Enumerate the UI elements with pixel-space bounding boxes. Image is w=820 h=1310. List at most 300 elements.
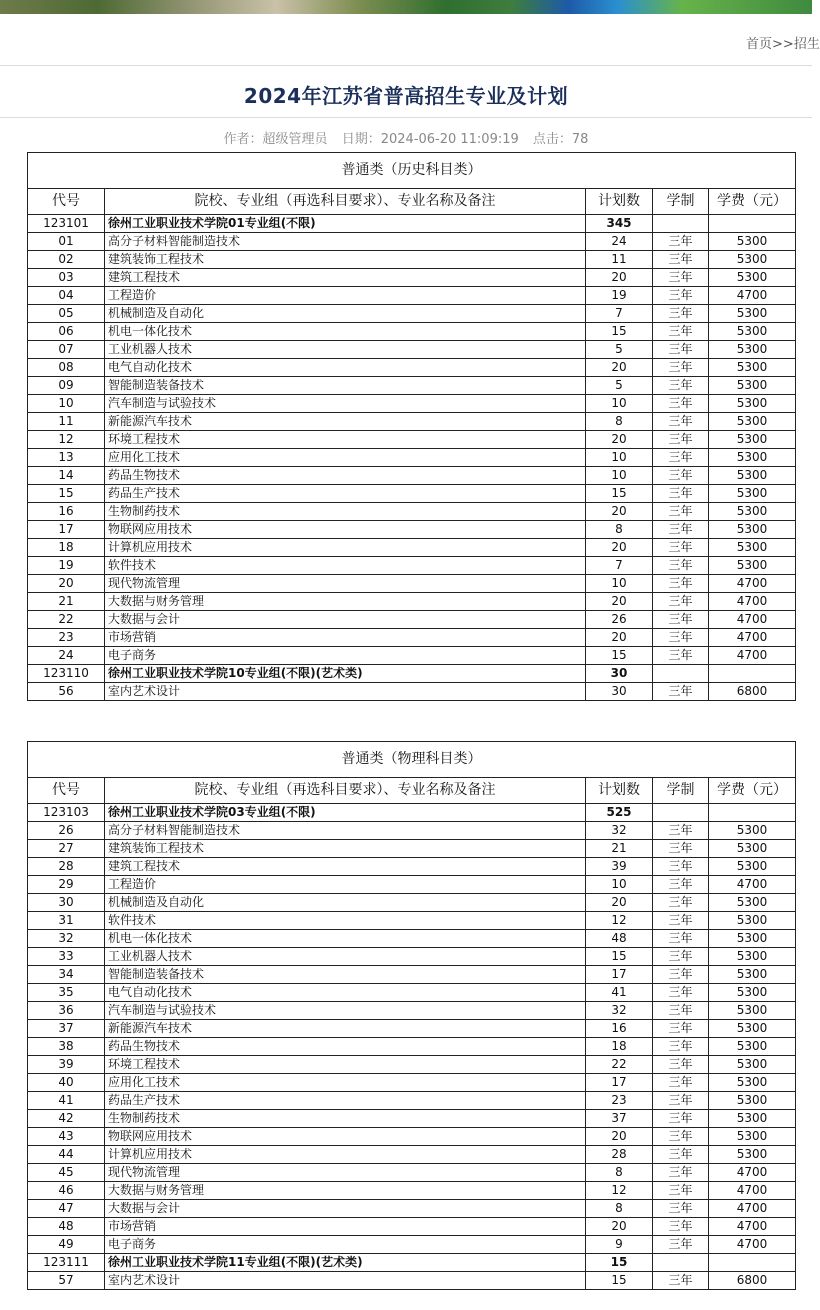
col-header-years: 学制 (653, 778, 709, 804)
fee-cell: 4700 (709, 1200, 796, 1218)
plan-count-cell: 17 (586, 966, 653, 984)
table-row (28, 557, 796, 575)
plan-count-cell: 20 (586, 1128, 653, 1146)
table-caption-row (28, 153, 796, 189)
table-row (28, 822, 796, 840)
plan-count-cell: 18 (586, 1038, 653, 1056)
fee-cell: 5300 (709, 251, 796, 269)
plan-count-cell: 20 (586, 269, 653, 287)
code-cell: 56 (28, 683, 105, 701)
fee-cell: 6800 (709, 683, 796, 701)
table-row (28, 269, 796, 287)
years-cell: 三年 (653, 912, 709, 930)
plan-count-cell: 15 (586, 647, 653, 665)
table-row (28, 287, 796, 305)
code-cell: 33 (28, 948, 105, 966)
years-cell: 三年 (653, 251, 709, 269)
code-cell: 07 (28, 341, 105, 359)
code-cell: 08 (28, 359, 105, 377)
fee-cell (709, 804, 796, 822)
years-cell: 三年 (653, 966, 709, 984)
years-cell: 三年 (653, 1074, 709, 1092)
plan-count-cell: 11 (586, 251, 653, 269)
code-cell: 14 (28, 467, 105, 485)
plan-count-cell: 16 (586, 1020, 653, 1038)
plan-count-cell: 22 (586, 1056, 653, 1074)
major-name-cell: 现代物流管理 (105, 575, 586, 593)
fee-cell: 5300 (709, 1020, 796, 1038)
group-name-cell: 徐州工业职业技术学院11专业组(不限)(艺术类) (105, 1254, 586, 1272)
table-row (28, 395, 796, 413)
years-cell: 三年 (653, 1146, 709, 1164)
table-row (28, 840, 796, 858)
table-row (28, 894, 796, 912)
col-header-name: 院校、专业组（再选科目要求）、专业名称及备注 (105, 189, 586, 215)
plan-count-cell: 24 (586, 233, 653, 251)
years-cell: 三年 (653, 287, 709, 305)
code-cell: 01 (28, 233, 105, 251)
major-name-cell: 环境工程技术 (105, 431, 586, 449)
table-caption: 普通类（物理科目类） (28, 742, 796, 778)
plan-count-cell: 8 (586, 1164, 653, 1182)
table-row (28, 233, 796, 251)
code-cell: 17 (28, 521, 105, 539)
code-cell: 09 (28, 377, 105, 395)
major-name-cell: 建筑工程技术 (105, 269, 586, 287)
fee-cell: 5300 (709, 1128, 796, 1146)
plan-count-cell: 7 (586, 305, 653, 323)
code-cell: 30 (28, 894, 105, 912)
code-cell: 11 (28, 413, 105, 431)
major-name-cell: 电气自动化技术 (105, 359, 586, 377)
plan-count-cell: 20 (586, 539, 653, 557)
plan-count-cell: 10 (586, 395, 653, 413)
fee-cell: 5300 (709, 539, 796, 557)
code-cell: 123110 (28, 665, 105, 683)
fee-cell: 5300 (709, 341, 796, 359)
code-cell: 12 (28, 431, 105, 449)
code-cell: 20 (28, 575, 105, 593)
years-cell: 三年 (653, 413, 709, 431)
fee-cell: 5300 (709, 557, 796, 575)
major-name-cell: 机械制造及自动化 (105, 305, 586, 323)
years-cell: 三年 (653, 629, 709, 647)
code-cell: 02 (28, 251, 105, 269)
col-header-fee: 学费（元） (709, 189, 796, 215)
years-cell: 三年 (653, 323, 709, 341)
code-cell: 19 (28, 557, 105, 575)
table-row (28, 629, 796, 647)
header-banner-image (0, 0, 812, 14)
fee-cell: 4700 (709, 647, 796, 665)
years-cell: 三年 (653, 840, 709, 858)
major-name-cell: 应用化工技术 (105, 1074, 586, 1092)
years-cell: 三年 (653, 948, 709, 966)
code-cell: 26 (28, 822, 105, 840)
years-cell: 三年 (653, 485, 709, 503)
plan-count-cell: 37 (586, 1110, 653, 1128)
major-name-cell: 药品生产技术 (105, 1092, 586, 1110)
years-cell (653, 1254, 709, 1272)
fee-cell: 4700 (709, 1182, 796, 1200)
table-row (28, 1038, 796, 1056)
breadcrumb-current-link[interactable]: 招生 (793, 37, 820, 52)
fee-cell: 5300 (709, 431, 796, 449)
plan-count-cell: 28 (586, 1146, 653, 1164)
plan-count-cell: 20 (586, 1218, 653, 1236)
major-name-cell: 生物制药技术 (105, 503, 586, 521)
table-row (28, 1182, 796, 1200)
enrollment-table-physics (27, 741, 796, 1290)
fee-cell: 5300 (709, 467, 796, 485)
years-cell: 三年 (653, 431, 709, 449)
code-cell: 123103 (28, 804, 105, 822)
fee-cell: 5300 (709, 485, 796, 503)
years-cell: 三年 (653, 876, 709, 894)
plan-count-cell: 20 (586, 629, 653, 647)
years-cell: 三年 (653, 557, 709, 575)
plan-count-cell: 48 (586, 930, 653, 948)
fee-cell: 5300 (709, 894, 796, 912)
fee-cell: 5300 (709, 503, 796, 521)
group-name-cell: 徐州工业职业技术学院01专业组(不限) (105, 215, 586, 233)
group-name-cell: 徐州工业职业技术学院10专业组(不限)(艺术类) (105, 665, 586, 683)
major-name-cell: 汽车制造与试验技术 (105, 1002, 586, 1020)
group-row (28, 665, 796, 683)
fee-cell: 5300 (709, 822, 796, 840)
fee-cell: 5300 (709, 930, 796, 948)
years-cell: 三年 (653, 449, 709, 467)
col-header-years: 学制 (653, 189, 709, 215)
major-name-cell: 建筑工程技术 (105, 858, 586, 876)
table-row (28, 449, 796, 467)
major-name-cell: 环境工程技术 (105, 1056, 586, 1074)
years-cell: 三年 (653, 1272, 709, 1290)
major-name-cell: 电气自动化技术 (105, 984, 586, 1002)
code-cell: 21 (28, 593, 105, 611)
table-row (28, 575, 796, 593)
plan-count-cell: 12 (586, 1182, 653, 1200)
table-row (28, 858, 796, 876)
plan-count-cell: 8 (586, 413, 653, 431)
code-cell: 40 (28, 1074, 105, 1092)
fee-cell: 5300 (709, 233, 796, 251)
table-row (28, 341, 796, 359)
fee-cell: 4700 (709, 287, 796, 305)
fee-cell: 5300 (709, 984, 796, 1002)
major-name-cell: 智能制造装备技术 (105, 966, 586, 984)
code-cell: 10 (28, 395, 105, 413)
major-name-cell: 大数据与会计 (105, 1200, 586, 1218)
code-cell: 49 (28, 1236, 105, 1254)
col-header-name: 院校、专业组（再选科目要求）、专业名称及备注 (105, 778, 586, 804)
table-row (28, 359, 796, 377)
years-cell: 三年 (653, 503, 709, 521)
major-name-cell: 市场营销 (105, 1218, 586, 1236)
group-row (28, 215, 796, 233)
code-cell: 06 (28, 323, 105, 341)
years-cell: 三年 (653, 1092, 709, 1110)
code-cell: 41 (28, 1092, 105, 1110)
major-name-cell: 汽车制造与试验技术 (105, 395, 586, 413)
fee-cell: 4700 (709, 593, 796, 611)
code-cell: 13 (28, 449, 105, 467)
plan-count-cell: 15 (586, 1272, 653, 1290)
table-row (28, 467, 796, 485)
major-name-cell: 室内艺术设计 (105, 683, 586, 701)
fee-cell: 5300 (709, 377, 796, 395)
fee-cell: 4700 (709, 876, 796, 894)
major-name-cell: 物联网应用技术 (105, 521, 586, 539)
years-cell: 三年 (653, 467, 709, 485)
major-name-cell: 药品生产技术 (105, 485, 586, 503)
major-name-cell: 建筑装饰工程技术 (105, 251, 586, 269)
table-row (28, 1218, 796, 1236)
major-name-cell: 大数据与财务管理 (105, 593, 586, 611)
plan-count-cell: 345 (586, 215, 653, 233)
code-cell: 43 (28, 1128, 105, 1146)
plan-count-cell: 20 (586, 359, 653, 377)
group-row (28, 804, 796, 822)
table-row (28, 539, 796, 557)
code-cell: 16 (28, 503, 105, 521)
years-cell: 三年 (653, 539, 709, 557)
table-row (28, 1056, 796, 1074)
plan-count-cell: 30 (586, 665, 653, 683)
plan-count-cell: 5 (586, 341, 653, 359)
table-header-row (28, 778, 796, 804)
code-cell: 38 (28, 1038, 105, 1056)
years-cell: 三年 (653, 647, 709, 665)
code-cell: 34 (28, 966, 105, 984)
years-cell: 三年 (653, 1164, 709, 1182)
table-row (28, 485, 796, 503)
fee-cell: 5300 (709, 395, 796, 413)
group-name-cell: 徐州工业职业技术学院03专业组(不限) (105, 804, 586, 822)
code-cell: 04 (28, 287, 105, 305)
plan-count-cell: 20 (586, 593, 653, 611)
table-row (28, 323, 796, 341)
table-caption: 普通类（历史科目类） (28, 153, 796, 189)
col-header-fee: 学费（元） (709, 778, 796, 804)
table-row (28, 1074, 796, 1092)
fee-cell: 5300 (709, 269, 796, 287)
plan-count-cell: 10 (586, 876, 653, 894)
col-header-code: 代号 (28, 189, 105, 215)
years-cell: 三年 (653, 521, 709, 539)
years-cell: 三年 (653, 1182, 709, 1200)
fee-cell: 5300 (709, 858, 796, 876)
plan-count-cell: 12 (586, 912, 653, 930)
breadcrumb (746, 33, 820, 52)
major-name-cell: 工业机器人技术 (105, 948, 586, 966)
major-name-cell: 机械制造及自动化 (105, 894, 586, 912)
code-cell: 48 (28, 1218, 105, 1236)
fee-cell: 4700 (709, 629, 796, 647)
plan-count-cell: 10 (586, 575, 653, 593)
years-cell: 三年 (653, 359, 709, 377)
major-name-cell: 机电一体化技术 (105, 930, 586, 948)
plan-count-cell: 10 (586, 449, 653, 467)
table-row (28, 305, 796, 323)
years-cell (653, 665, 709, 683)
page-title: 2024年江苏省普高招生专业及计划 (243, 84, 569, 108)
date-text: 日期：2024-06-20 11:09:19 (341, 132, 519, 147)
fee-cell: 4700 (709, 611, 796, 629)
table-row (28, 1200, 796, 1218)
fee-cell: 4700 (709, 1164, 796, 1182)
fee-cell: 5300 (709, 840, 796, 858)
major-name-cell: 物联网应用技术 (105, 1128, 586, 1146)
col-header-code: 代号 (28, 778, 105, 804)
years-cell: 三年 (653, 1110, 709, 1128)
code-cell: 123101 (28, 215, 105, 233)
major-name-cell: 新能源汽车技术 (105, 413, 586, 431)
code-cell: 32 (28, 930, 105, 948)
plan-count-cell: 41 (586, 984, 653, 1002)
major-name-cell: 软件技术 (105, 557, 586, 575)
plan-count-cell: 19 (586, 287, 653, 305)
fee-cell: 5300 (709, 305, 796, 323)
major-name-cell: 大数据与会计 (105, 611, 586, 629)
major-name-cell: 工业机器人技术 (105, 341, 586, 359)
enrollment-table-history (27, 152, 796, 701)
code-cell: 23 (28, 629, 105, 647)
fee-cell: 5300 (709, 1146, 796, 1164)
code-cell: 36 (28, 1002, 105, 1020)
table-row (28, 876, 796, 894)
plan-count-cell: 10 (586, 467, 653, 485)
years-cell: 三年 (653, 305, 709, 323)
major-name-cell: 建筑装饰工程技术 (105, 840, 586, 858)
major-name-cell: 市场营销 (105, 629, 586, 647)
article-meta (0, 128, 812, 147)
code-cell: 15 (28, 485, 105, 503)
major-name-cell: 电子商务 (105, 1236, 586, 1254)
fee-cell: 5300 (709, 521, 796, 539)
major-name-cell: 现代物流管理 (105, 1164, 586, 1182)
fee-cell (709, 1254, 796, 1272)
fee-cell: 5300 (709, 966, 796, 984)
table-row (28, 251, 796, 269)
years-cell: 三年 (653, 611, 709, 629)
table-row (28, 431, 796, 449)
table-row (28, 1236, 796, 1254)
plan-count-cell: 32 (586, 822, 653, 840)
table-row (28, 966, 796, 984)
table-row (28, 948, 796, 966)
years-cell: 三年 (653, 858, 709, 876)
years-cell: 三年 (653, 593, 709, 611)
major-name-cell: 计算机应用技术 (105, 1146, 586, 1164)
plan-count-cell: 26 (586, 611, 653, 629)
code-cell: 57 (28, 1272, 105, 1290)
hits-text: 点击：78 (532, 132, 589, 147)
plan-count-cell: 20 (586, 431, 653, 449)
code-cell: 44 (28, 1146, 105, 1164)
years-cell: 三年 (653, 1038, 709, 1056)
years-cell: 三年 (653, 984, 709, 1002)
plan-count-cell: 8 (586, 1200, 653, 1218)
years-cell: 三年 (653, 575, 709, 593)
fee-cell: 5300 (709, 1002, 796, 1020)
years-cell: 三年 (653, 233, 709, 251)
table-row (28, 647, 796, 665)
table-row (28, 521, 796, 539)
major-name-cell: 软件技术 (105, 912, 586, 930)
code-cell: 27 (28, 840, 105, 858)
years-cell: 三年 (653, 1128, 709, 1146)
years-cell: 三年 (653, 377, 709, 395)
major-name-cell: 工程造价 (105, 876, 586, 894)
fee-cell: 5300 (709, 1092, 796, 1110)
table-row (28, 1164, 796, 1182)
code-cell: 47 (28, 1200, 105, 1218)
plan-count-cell: 15 (586, 485, 653, 503)
major-name-cell: 药品生物技术 (105, 1038, 586, 1056)
table-row (28, 1092, 796, 1110)
table-row (28, 611, 796, 629)
major-name-cell: 室内艺术设计 (105, 1272, 586, 1290)
table-row (28, 1146, 796, 1164)
code-cell: 29 (28, 876, 105, 894)
plan-count-cell: 30 (586, 683, 653, 701)
table-row (28, 984, 796, 1002)
years-cell: 三年 (653, 1236, 709, 1254)
major-name-cell: 电子商务 (105, 647, 586, 665)
code-cell: 46 (28, 1182, 105, 1200)
major-name-cell: 高分子材料智能制造技术 (105, 822, 586, 840)
plan-count-cell: 15 (586, 1254, 653, 1272)
years-cell (653, 804, 709, 822)
fee-cell: 5300 (709, 1074, 796, 1092)
plan-count-cell: 5 (586, 377, 653, 395)
code-cell: 45 (28, 1164, 105, 1182)
fee-cell: 4700 (709, 575, 796, 593)
major-name-cell: 大数据与财务管理 (105, 1182, 586, 1200)
plan-count-cell: 20 (586, 894, 653, 912)
plan-count-cell: 21 (586, 840, 653, 858)
plan-count-cell: 15 (586, 948, 653, 966)
fee-cell (709, 215, 796, 233)
plan-count-cell: 39 (586, 858, 653, 876)
major-name-cell: 高分子材料智能制造技术 (105, 233, 586, 251)
table-header-row (28, 189, 796, 215)
plan-count-cell: 17 (586, 1074, 653, 1092)
col-header-plan: 计划数 (586, 189, 653, 215)
fee-cell: 4700 (709, 1218, 796, 1236)
major-name-cell: 智能制造装备技术 (105, 377, 586, 395)
code-cell: 05 (28, 305, 105, 323)
table-row (28, 1020, 796, 1038)
years-cell: 三年 (653, 1218, 709, 1236)
major-name-cell: 应用化工技术 (105, 449, 586, 467)
table-row (28, 1272, 796, 1290)
fee-cell: 5300 (709, 323, 796, 341)
table-row (28, 912, 796, 930)
plan-count-cell: 7 (586, 557, 653, 575)
fee-cell (709, 665, 796, 683)
table-caption-row (28, 742, 796, 778)
table-row (28, 1128, 796, 1146)
years-cell: 三年 (653, 683, 709, 701)
code-cell: 39 (28, 1056, 105, 1074)
author-text: 作者：超级管理员 (223, 132, 328, 147)
breadcrumb-home-link[interactable]: 首页 (746, 37, 773, 52)
breadcrumb-separator: >> (772, 37, 794, 52)
divider (0, 65, 812, 66)
fee-cell: 5300 (709, 1038, 796, 1056)
